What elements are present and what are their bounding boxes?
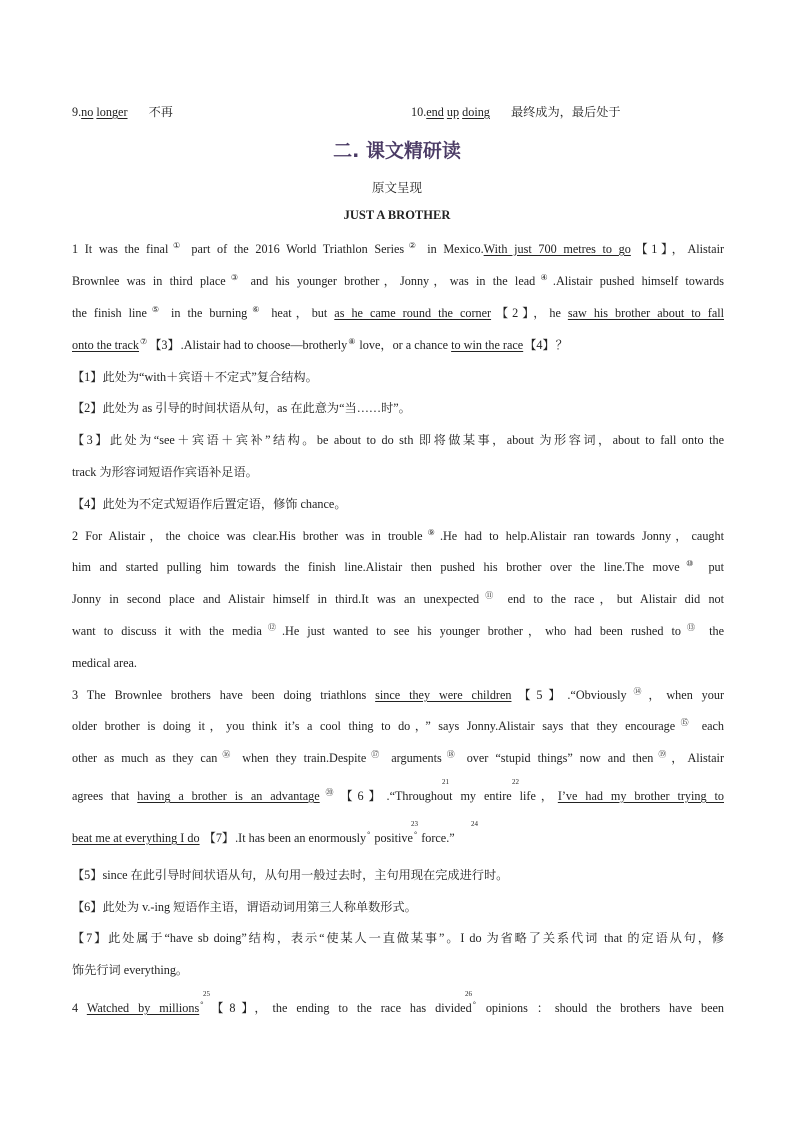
p3-line-2: older brother is doing it，you think it’s a cool thing to do，” says Jonny.Alistair says that they encourage⑮ each [72,717,725,733]
p2-line-4: want to discuss it with the media⑫.He just wanted to see his younger brother，who had been rushed to⑬ the [72,622,725,638]
note-3-line-2: track 为形容词短语作宾语补足语。 [72,465,258,479]
p3-line-1: 3 The Brownlee brothers have been doing triathlons since they were children【5】.“Obviously⑭，when your [72,686,725,702]
footnote-number: 26 [465,990,472,998]
footnote-number: 21 [442,778,449,786]
vocab-meaning: 最终成为，最后处于 [510,105,621,119]
p2-line-3: Jonny in second place and Alistair himself in third.It was an unexpected⑪ end to the race，but Alistair did not [72,590,725,606]
p4-line-1: 4 Watched by millions° 【8】，the ending to the race has divided° opinions ：should the brothers have been [72,999,724,1015]
footnote-number: 23 [411,820,418,828]
p2-line-2: him and started pulling him towards the finish line.Alistair then pushed his brother over the line.The move⑩ put [72,558,725,574]
subheading: 原文呈现 [371,181,422,195]
p1-line-1: 1 It was the final① part of the 2016 World Triathlon Series② in Mexico.With just 700 metres to go【1】，Alistair [72,240,725,256]
note-7-line-1: 【7】此处属于“have sb doing”结构，表示“使某人一直做某事”。I do 为省略了关系代词 that 的定语从句，修 [72,931,724,945]
footnote-number: 24 [471,820,478,828]
p3-line-3: other as much as they can⑯ when they train.Despite⑰ arguments⑱ over “stupid things” now and then⑲，Alistair [72,749,724,765]
vocab-item-10: 10.end up doing 最终成为，最后处于 [411,105,621,119]
footnote-number: 22 [512,778,519,786]
passage-title: JUST A BROTHER [343,208,451,222]
p1-line-4: onto the track⑦ 【3】.Alistair had to choose—brotherly⑧ love，or a chance to win the race【4】？ [72,336,568,352]
p2-line-1: 2 For Alistair，the choice was clear.His brother was in trouble⑨.He had to help.Alistair ran towards Jonny，caught [72,527,724,543]
note-2: 【2】此处为 as 引导的时间状语从句，as 在此意为“当……时”。 [72,401,411,415]
p2-line-5: medical area. [72,656,137,670]
note-6: 【6】此处为 v.-ing 短语作主语，谓语动词用第三人称单数形式。 [72,900,417,914]
section-title: 二. 课文精研读 [333,140,461,162]
note-3-line-1: 【3】此处为“see＋宾语＋宾补”结构。be about to do sth 即将做某事，about 为形容词，about to fall onto the [72,433,724,447]
p3-line-4: agrees that having a brother is an advantage⑳ 【6】.“Throughout my entire life，I’ve had my brother trying to [72,787,724,803]
note-4: 【4】此处为不定式短语作后置定语，修饰 chance。 [72,497,347,511]
vocab-word: end [426,105,444,119]
vocab-word: doing [462,105,490,119]
p1-line-3: the finish line⑤ in the burning⑥ heat，but as he came round the corner【2】，he saw his brother about to fall [72,304,725,320]
vocab-item-9: 9.no longer 不再 [72,105,173,119]
vocab-word: up [446,105,460,119]
p1-line-2: Brownlee was in third place③ and his younger brother，Jonny，was in the lead④.Alistair pushed himself towards [72,272,724,288]
footnote-number: 25 [203,990,210,998]
note-5: 【5】since 在此引导时间状语从句，从句用一般过去时，主句用现在完成进行时。 [72,868,509,882]
note-1: 【1】此处为“with＋宾语＋不定式”复合结构。 [72,370,318,384]
p3-line-5: beat me at everything I do 【7】.It has been an enormously° positive° force.” [72,829,455,845]
vocab-word: no [81,105,94,119]
vocab-word: longer [96,105,128,119]
note-7-line-2: 饰先行词 everything。 [72,963,189,977]
vocab-meaning: 不再 [148,105,173,119]
